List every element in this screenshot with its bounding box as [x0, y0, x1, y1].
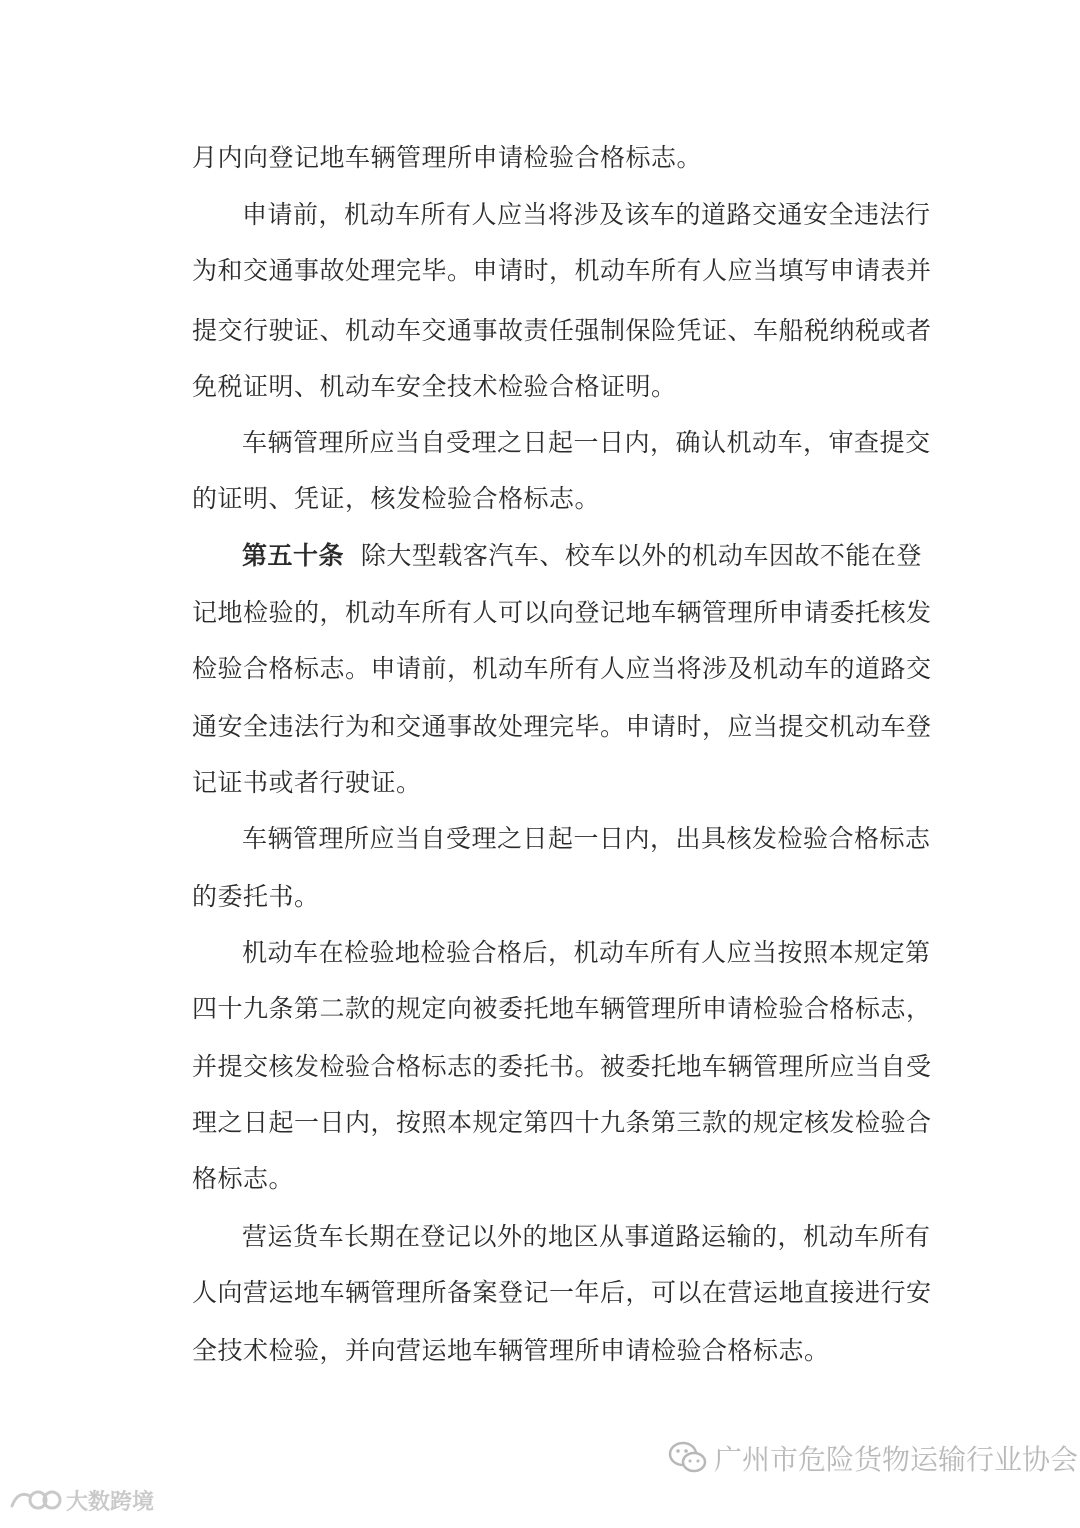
article-line: [242, 541, 922, 571]
text-line-8: 除大型载客汽车、校车以外的机动车因故不能在登: [360, 541, 922, 570]
dashuju-watermark-text: 大数跨境: [66, 1489, 155, 1515]
text-line-21: 人向营运地车辆管理所备案登记一年后，可以在营运地直接进行安: [192, 1278, 932, 1307]
text-line-22: 全技术检验，并向营运地车辆管理所申请检验合格标志。: [192, 1336, 830, 1365]
text-line-11: 通安全违法行为和交通事故处理完毕。申请时，应当提交机动车登: [192, 712, 932, 741]
dashuju-logo-icon: [8, 1486, 62, 1514]
text-line-2: 申请前，机动车所有人应当将涉及该车的道路交通安全违法行: [242, 200, 931, 229]
text-line-7: 的证明、凭证，核发检验合格标志。: [192, 484, 601, 513]
dashuju-watermark: [8, 1484, 154, 1516]
text-line-5: 免税证明、机动车安全技术检验合格证明。: [192, 372, 677, 401]
text-line-18: 理之日起一日内，按照本规定第四十九条第三款的规定核发检验合: [192, 1108, 932, 1137]
wechat-watermark: [668, 1436, 1078, 1480]
text-line-20: 营运货车长期在登记以外的地区从事道路运输的，机动车所有: [242, 1222, 931, 1251]
text-line-1: 月内向登记地车辆管理所申请检验合格标志。: [192, 143, 703, 172]
text-line-15: 机动车在检验地检验合格后，机动车所有人应当按照本规定第: [242, 938, 931, 967]
text-line-3: 为和交通事故处理完毕。申请时，机动车所有人应当填写申请表并: [192, 256, 932, 285]
text-line-13: 车辆管理所应当自受理之日起一日内，出具核发检验合格标志: [242, 824, 931, 853]
text-line-9: 记地检验的，机动车所有人可以向登记地车辆管理所申请委托核发: [192, 598, 932, 627]
text-line-17: 并提交核发检验合格标志的委托书。被委托地车辆管理所应当自受: [192, 1052, 932, 1081]
text-line-4: 提交行驶证、机动车交通事故责任强制保险凭证、车船税纳税或者: [192, 316, 932, 345]
wechat-icon: [668, 1440, 708, 1476]
text-line-10: 检验合格标志。申请前，机动车所有人应当将涉及机动车的道路交: [192, 654, 932, 683]
text-line-16: 四十九条第二款的规定向被委托地车辆管理所申请检验合格标志，: [192, 994, 932, 1023]
text-line-12: 记证书或者行驶证。: [192, 768, 422, 797]
text-line-6: 车辆管理所应当自受理之日起一日内，确认机动车，审查提交: [242, 428, 931, 457]
wechat-watermark-text: 广州市危险货物运输行业协会: [714, 1443, 1079, 1476]
text-line-14: 的委托书。: [192, 882, 320, 911]
text-line-19: 格标志。: [192, 1164, 295, 1193]
article-heading: 第五十条: [242, 541, 345, 570]
